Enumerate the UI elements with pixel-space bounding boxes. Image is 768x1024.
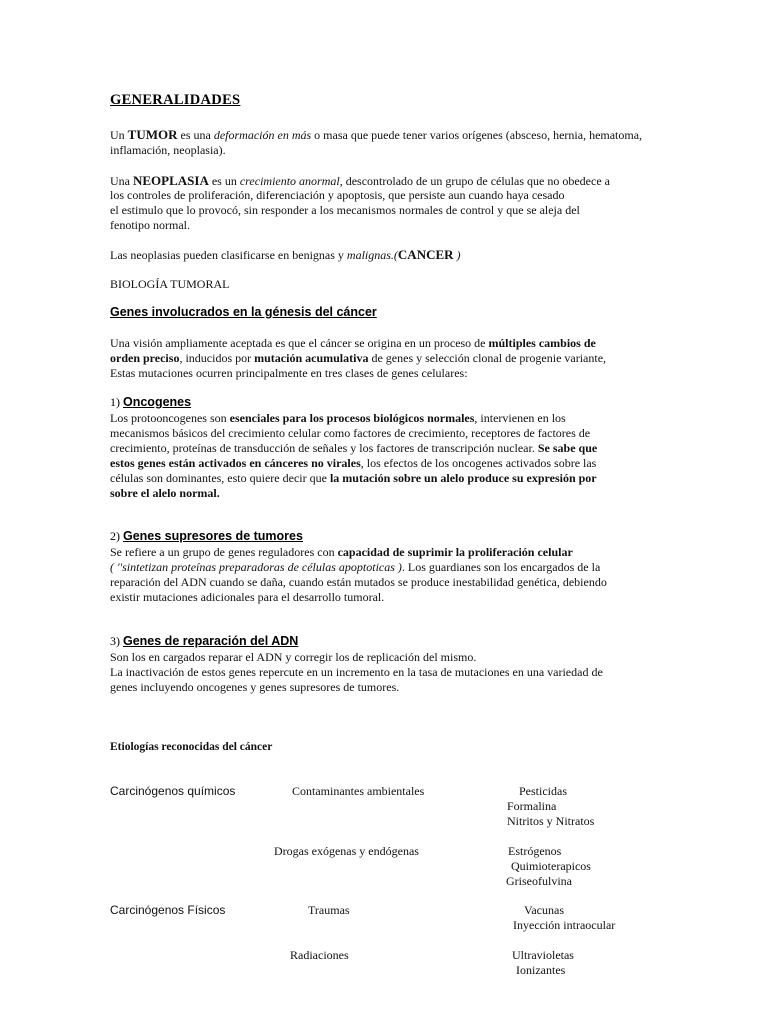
tumor-term: TUMOR xyxy=(127,127,178,142)
vision-line-3: Estas mutaciones ocurren principalmente en tres clases de genes celulares: xyxy=(110,366,468,380)
supresores-line-4: existir mutaciones adicionales para el desarrollo tumoral. xyxy=(110,590,385,604)
oncogenes-l4b: , los efectos de los oncogenes activados sobre las xyxy=(360,456,597,470)
reparacion-line-2: La inactivación de estos genes repercute en un incremento en la tasa de mutaciones en una variedad de xyxy=(110,665,603,679)
griseofulvina: Griseofulvina xyxy=(506,874,572,888)
supresores-l2b: . Los guardianes son los encargados de la xyxy=(401,560,601,574)
section-2-number: 2) xyxy=(110,529,123,543)
page-title: GENERALIDADES xyxy=(110,92,241,108)
classification-suffix: ) xyxy=(453,248,461,262)
section-1-title: Oncogenes xyxy=(123,395,192,409)
neoplasia-mid: es un xyxy=(208,174,240,188)
neoplasia-prefix: Una xyxy=(110,174,133,188)
radiaciones: Radiaciones xyxy=(290,948,349,962)
ionizantes: Ionizantes xyxy=(516,963,566,977)
ultravioletas: Ultravioletas xyxy=(512,948,574,962)
reparacion-line-3: genes incluyendo oncogenes y genes supresores de tumores. xyxy=(110,680,400,694)
vacunas: Vacunas xyxy=(524,903,564,917)
tumor-italic: deformación en más xyxy=(213,128,312,142)
tumor-prefix: Un xyxy=(110,128,128,142)
oncogenes-line-2: mecanismos básicos del crecimiento celular como factores de crecimiento, receptores de factores de xyxy=(110,426,591,440)
neoplasia-line1-rest: , descontrolado de un grupo de células que no obedece a xyxy=(339,174,610,188)
drogas-exogenas-endogenas: Drogas exógenas y endógenas xyxy=(274,844,419,858)
quimioterapicos: Quimioterapicos xyxy=(511,859,591,873)
contaminantes-ambientales: Contaminantes ambientales xyxy=(292,784,425,798)
supresores-line-3: reparación del ADN cuando se daña, cuando están mutados se produce inestabilidad genética, debiendo xyxy=(110,575,607,589)
tumor-mid: es una xyxy=(177,128,214,142)
neoplasia-term: NEOPLASIA xyxy=(133,173,209,188)
classification-italic: malignas.( xyxy=(346,248,398,262)
reparacion-line-1: Son los en cargados reparar el ADN y corregir los de replicación del mismo. xyxy=(110,650,477,664)
genes-heading: Genes involucrados en la génesis del cáncer xyxy=(110,305,377,319)
section-biologia-tumoral: BIOLOGÍA TUMORAL xyxy=(110,277,230,291)
oncogenes-l3b: Se sabe que xyxy=(537,441,598,455)
section-3-heading xyxy=(110,634,298,649)
traumas: Traumas xyxy=(308,903,350,917)
section-2-heading xyxy=(110,529,303,544)
oncogenes-l1a: Los protooncogenes son xyxy=(110,411,230,425)
vision-line-2 xyxy=(110,351,606,366)
vision-c: orden preciso xyxy=(110,351,180,365)
estrogenos: Estrógenos xyxy=(508,844,562,858)
tumor-paragraph xyxy=(110,127,655,158)
formalina: Formalina xyxy=(507,799,557,813)
classification-bold: CANCER xyxy=(397,247,454,262)
oncogenes-line-5 xyxy=(110,471,597,486)
oncogenes-l5a: células son dominantes, esto quiere decir que xyxy=(110,471,330,485)
classification-line xyxy=(110,247,461,263)
section-3-number: 3) xyxy=(110,634,123,648)
oncogenes-line-3 xyxy=(110,441,597,456)
oncogenes-line-6 xyxy=(110,486,220,501)
neoplasia-line-4: fenotipo normal. xyxy=(110,218,190,232)
carcinogenos-fisicos-label: Carcinógenos Físicos xyxy=(110,903,226,917)
vision-d: , inducidos por xyxy=(179,351,255,365)
neoplasia-italic: crecimiento anormal xyxy=(239,174,340,188)
vision-b: múltiples cambios de xyxy=(488,336,596,350)
oncogenes-line-4 xyxy=(110,456,596,471)
supresores-line-2 xyxy=(110,560,600,575)
oncogenes-l4a: estos genes están activados en cánceres no virales xyxy=(110,456,361,470)
nitritos-nitratos: Nitritos y Nitratos xyxy=(507,814,595,828)
classification-prefix: Las neoplasias pueden clasificarse en benignas y xyxy=(110,248,347,262)
oncogenes-l5b: la mutación sobre un alelo produce su expresión por xyxy=(329,471,597,485)
vision-a: Una visión ampliamente aceptada es que el cáncer se origina en un proceso de xyxy=(110,336,489,350)
section-2-title: Genes supresores de tumores xyxy=(123,529,303,543)
supresores-l1a: Se refiere a un grupo de genes reguladores con xyxy=(110,545,338,559)
neoplasia-line-3: el estimulo que lo provocó, sin responder a los mecanismos normales de control y que se aleja del xyxy=(110,203,580,217)
supresores-line-1 xyxy=(110,545,573,560)
tumor-rest: o masa que puede tener varios orígenes (absceso, hernia, hematoma, inflamación, neoplasia). xyxy=(110,128,643,157)
pesticidas: Pesticidas xyxy=(519,784,567,798)
vision-f: de genes y selección clonal de progenie variante, xyxy=(368,351,607,365)
vision-e: mutación acumulativa xyxy=(254,351,369,365)
vision-line-1 xyxy=(110,336,596,351)
section-1-number: 1) xyxy=(110,395,123,409)
oncogenes-l1c: , intervienen en los xyxy=(474,411,566,425)
section-3-title: Genes de reparación del ADN xyxy=(123,634,299,648)
oncogenes-l6: sobre el alelo normal. xyxy=(110,486,220,500)
etiologias-heading: Etiologías reconocidas del cáncer xyxy=(110,741,273,753)
oncogenes-line-1 xyxy=(110,411,566,426)
oncogenes-l3a: crecimiento, proteínas de transducción de señales y los factores de transcripción nuclear. xyxy=(110,441,538,455)
section-1-heading xyxy=(110,395,191,410)
oncogenes-l1b: esenciales para los procesos biológicos normales xyxy=(229,411,475,425)
carcinogenos-quimicos-label: Carcinógenos químicos xyxy=(110,784,236,798)
neoplasia-line-2: los controles de proliferación, diferenciación y apoptosis, que persiste aun cuando haya cesado xyxy=(110,188,565,202)
inyeccion-intraocular: Inyección intraocular xyxy=(513,918,616,932)
supresores-l2a: ( ''sintetizan proteínas preparadoras de células apoptoticas ) xyxy=(110,560,402,574)
neoplasia-line-1 xyxy=(110,173,610,189)
supresores-l1b: capacidad de suprimir la proliferación celular xyxy=(337,545,573,559)
